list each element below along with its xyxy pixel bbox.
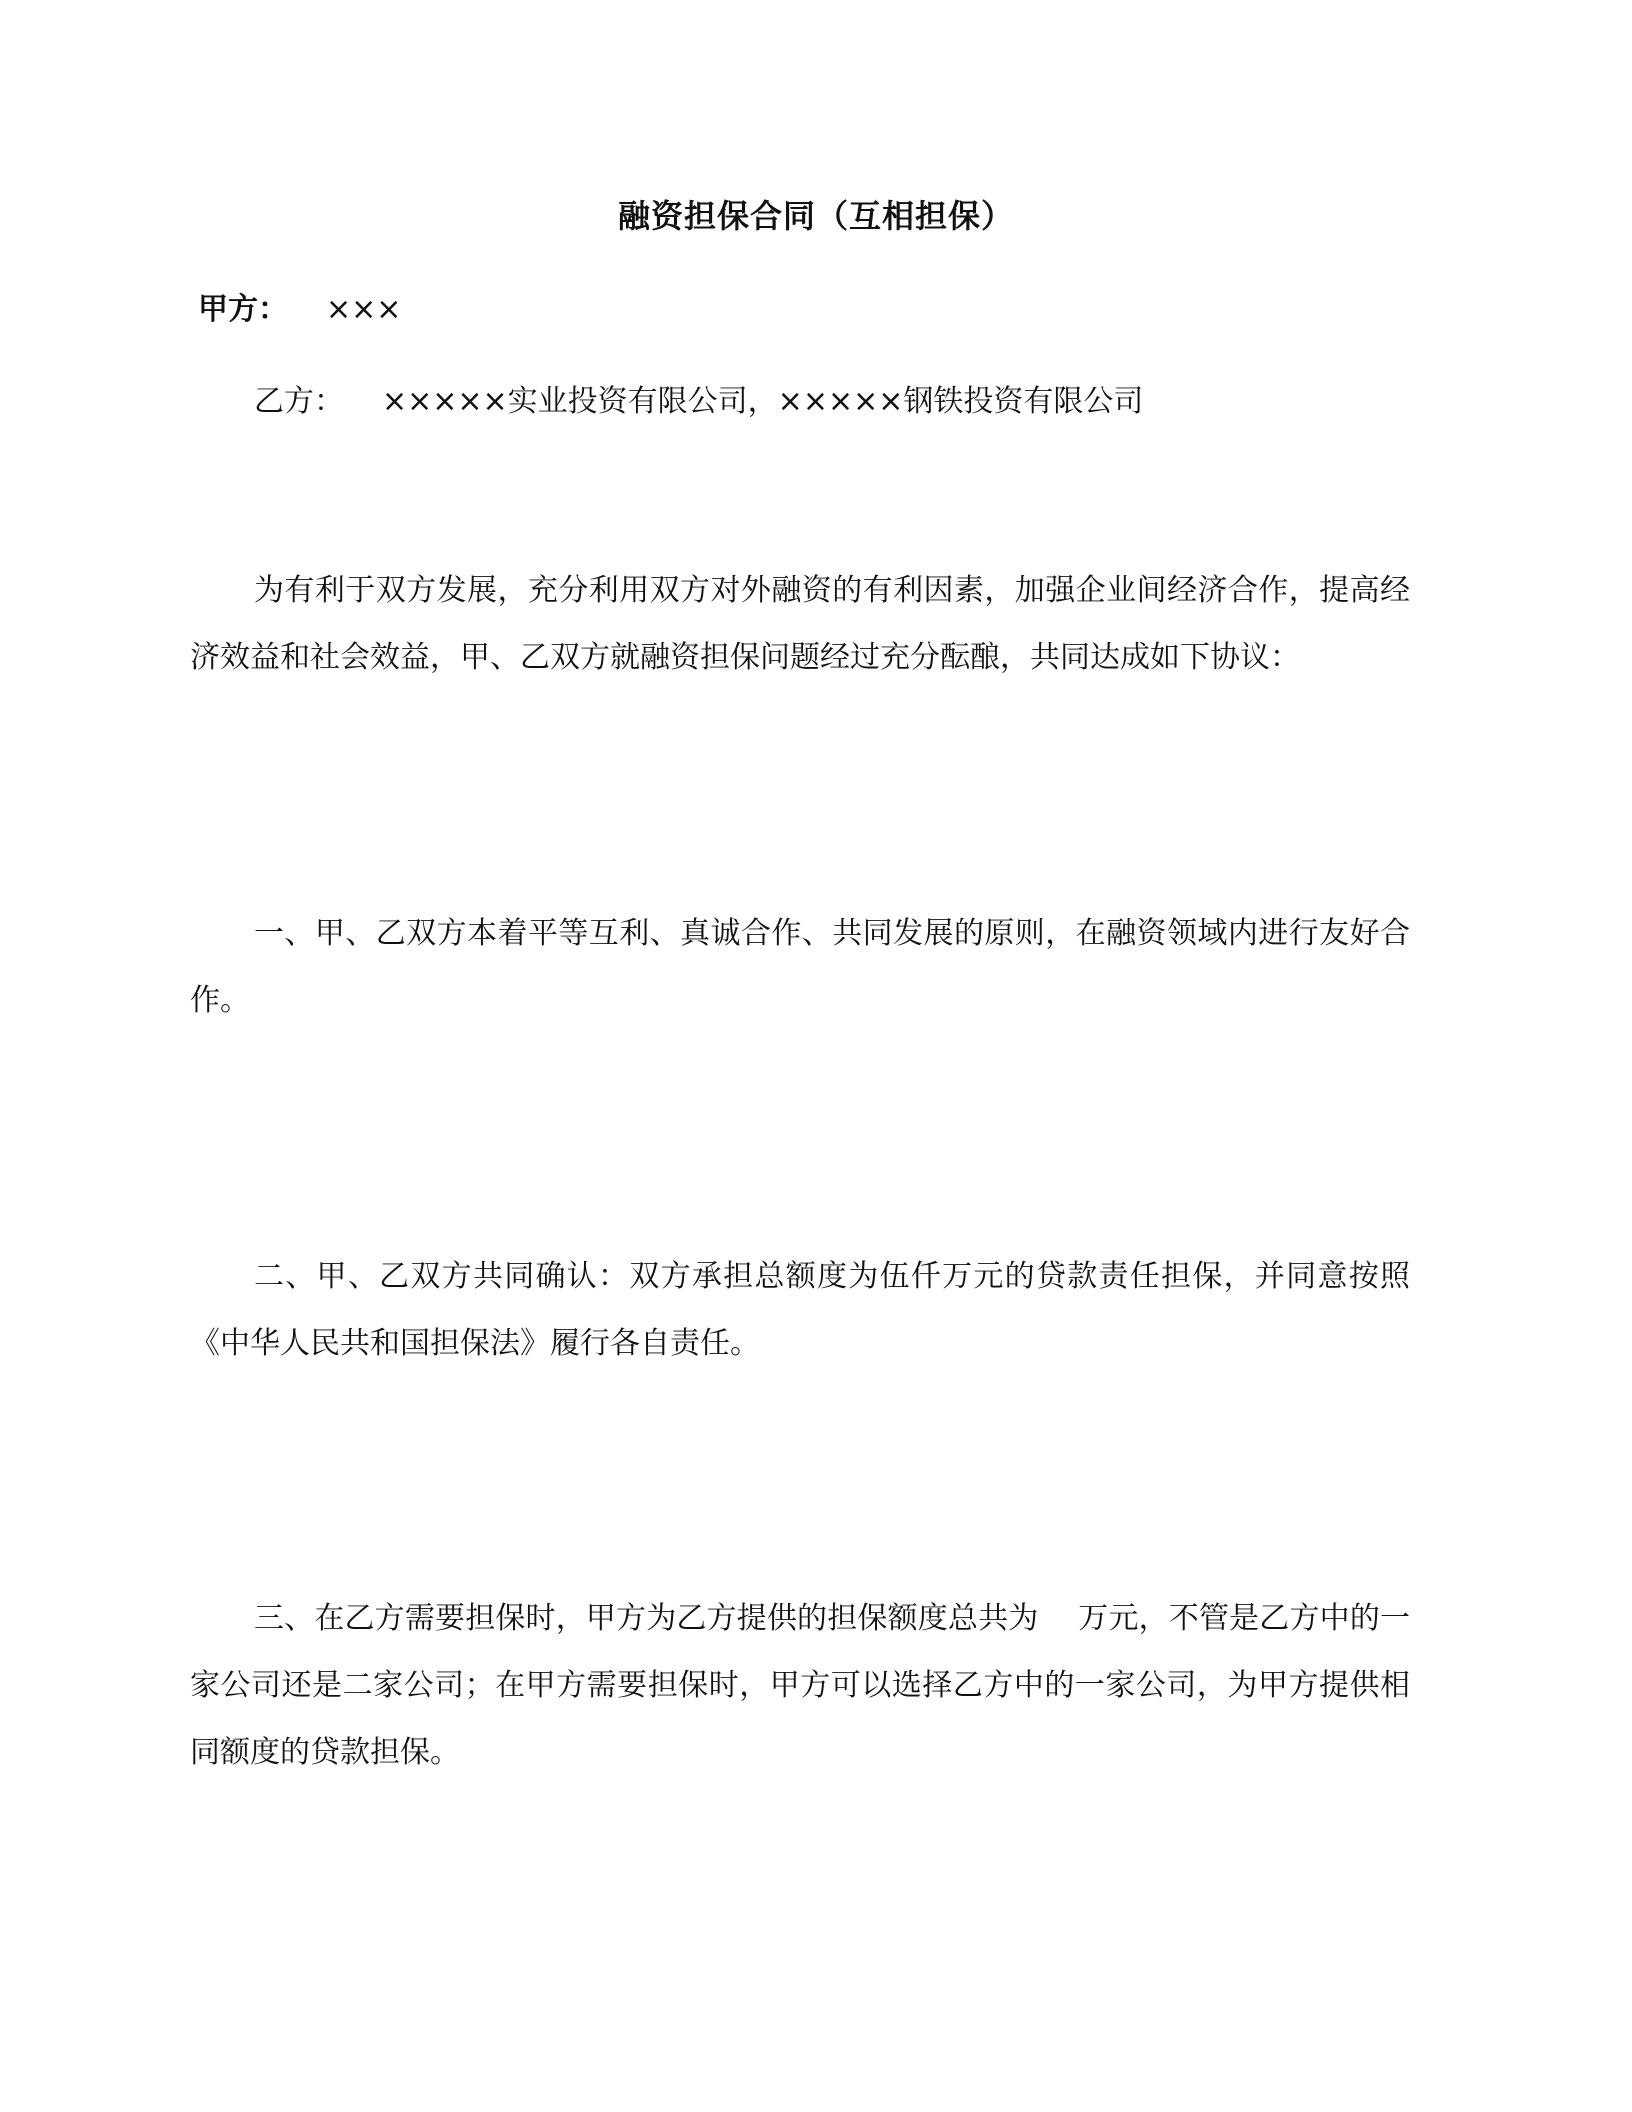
party-a-label: 甲方： bbox=[198, 292, 288, 327]
paragraph-intro: 为有利于双方发展，充分利用双方对外融资的有利因素，加强企业间经济合作，提高经济效益和社会效益，甲、乙双方就融资担保问题经过充分酝酿，共同达成如下协议： bbox=[190, 573, 1410, 675]
clause-two: 二、甲、乙双方共同确认：双方承担总额度为伍仟万元的贷款责任担保，并同意按照《中华人民共和国担保法》履行各自责任。 bbox=[190, 1259, 1410, 1361]
clause-one: 一、甲、乙双方本着平等互利、真诚合作、共同发展的原则，在融资领域内进行友好合作。 bbox=[190, 916, 1410, 1018]
party-a-line bbox=[198, 288, 401, 332]
party-a-value: ××× bbox=[326, 292, 402, 327]
party-b-value: ×××××实业投资有限公司，×××××钢铁投资有限公司 bbox=[382, 384, 1144, 419]
document-title: 融资担保合同（互相担保） bbox=[617, 197, 1014, 235]
party-b-label: 乙方： bbox=[254, 384, 344, 419]
party-b-line bbox=[254, 380, 1143, 424]
clause-three: 三、在乙方需要担保时，甲方为乙方提供的担保额度总共为 万元，不管是乙方中的一家公司还是二家公司；在甲方需要担保时，甲方可以选择乙方中的一家公司，为甲方提供相同额度的贷款担保。 bbox=[190, 1601, 1410, 1770]
